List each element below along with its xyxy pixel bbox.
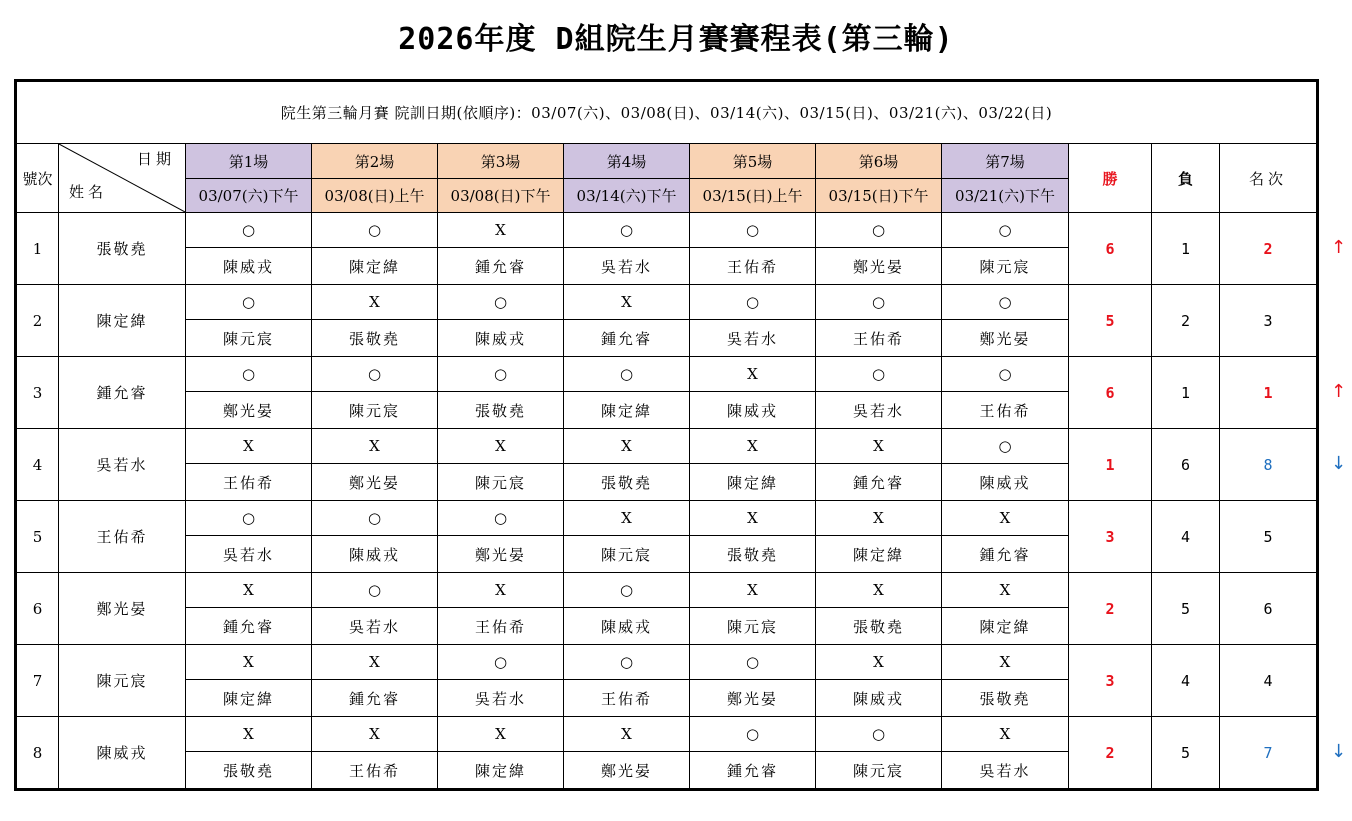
match-result: X xyxy=(564,429,690,464)
match-result: X xyxy=(438,573,564,608)
match-opponent: 鄭光晏 xyxy=(312,464,438,501)
match-opponent: 吳若水 xyxy=(312,608,438,645)
match-result: X xyxy=(690,429,816,464)
match-result: ○ xyxy=(690,645,816,680)
player-rank: 8 xyxy=(1220,429,1318,501)
match-opponent: 陳威戎 xyxy=(438,320,564,357)
player-wins: 2 xyxy=(1069,573,1152,645)
page-title: 2026年度 D組院生月賽賽程表(第三輪) xyxy=(398,22,954,57)
match-result: ○ xyxy=(942,285,1069,320)
schedule-notice: 院生第三輪月賽 院訓日期(依順序)：03/07(六)、03/08(日)、03/14(六)、03/15(日)、03/21(六)、03/22(日) xyxy=(16,81,1318,144)
match-result: ○ xyxy=(564,213,690,248)
player-rank: 5 xyxy=(1220,501,1318,573)
header-corner-cell xyxy=(59,144,186,213)
match-opponent: 陳定緯 xyxy=(186,680,312,717)
match-opponent: 陳威戎 xyxy=(816,680,942,717)
match-opponent: 鄭光晏 xyxy=(564,752,690,790)
header-game-4: 第4場 xyxy=(564,144,690,179)
player-number: 7 xyxy=(16,645,59,717)
match-opponent: 王佑希 xyxy=(186,464,312,501)
match-opponent: 張敬堯 xyxy=(942,680,1069,717)
player-row xyxy=(16,645,1318,680)
match-result: ○ xyxy=(690,717,816,752)
match-opponent: 陳定緯 xyxy=(312,248,438,285)
match-opponent: 陳元宸 xyxy=(312,392,438,429)
match-result: ○ xyxy=(942,429,1069,464)
match-opponent: 張敬堯 xyxy=(186,752,312,790)
player-losses: 4 xyxy=(1152,645,1220,717)
header-game-time-6: 03/15(日)下午 xyxy=(816,179,942,213)
header-game-7: 第7場 xyxy=(942,144,1069,179)
match-result: ○ xyxy=(690,285,816,320)
match-opponent: 吳若水 xyxy=(816,392,942,429)
match-opponent: 吳若水 xyxy=(186,536,312,573)
header-game-1: 第1場 xyxy=(186,144,312,179)
player-wins: 6 xyxy=(1069,213,1152,285)
match-opponent: 鍾允睿 xyxy=(312,680,438,717)
match-result: X xyxy=(690,501,816,536)
match-result: X xyxy=(690,357,816,392)
match-opponent: 鄭光晏 xyxy=(438,536,564,573)
player-row xyxy=(16,573,1318,608)
match-opponent: 鄭光晏 xyxy=(816,248,942,285)
header-game-5: 第5場 xyxy=(690,144,816,179)
match-result: ○ xyxy=(312,573,438,608)
player-rank: 3 xyxy=(1220,285,1318,357)
header-game-time-4: 03/14(六)下午 xyxy=(564,179,690,213)
match-result: ○ xyxy=(690,213,816,248)
player-number: 1 xyxy=(16,213,59,285)
player-losses: 5 xyxy=(1152,717,1220,790)
match-result: ○ xyxy=(186,285,312,320)
match-opponent: 王佑希 xyxy=(816,320,942,357)
player-rank: 1 xyxy=(1220,357,1318,429)
header-game-3: 第3場 xyxy=(438,144,564,179)
player-rank: 7 xyxy=(1220,717,1318,790)
match-result: X xyxy=(312,717,438,752)
match-result: ○ xyxy=(942,213,1069,248)
player-rank: 2 xyxy=(1220,213,1318,285)
match-result: X xyxy=(186,429,312,464)
match-result: X xyxy=(690,573,816,608)
match-opponent: 陳威戎 xyxy=(942,464,1069,501)
match-result: X xyxy=(312,645,438,680)
match-opponent: 王佑希 xyxy=(942,392,1069,429)
match-opponent: 鄭光晏 xyxy=(186,392,312,429)
match-result: ○ xyxy=(942,357,1069,392)
player-number: 8 xyxy=(16,717,59,790)
match-opponent: 王佑希 xyxy=(312,752,438,790)
match-opponent: 吳若水 xyxy=(438,680,564,717)
player-number: 2 xyxy=(16,285,59,357)
match-result: X xyxy=(186,717,312,752)
header-game-time-5: 03/15(日)上午 xyxy=(690,179,816,213)
player-name: 張敬堯 xyxy=(59,213,186,285)
match-opponent: 陳定緯 xyxy=(942,608,1069,645)
player-name: 王佑希 xyxy=(59,501,186,573)
player-wins: 2 xyxy=(1069,717,1152,790)
player-losses: 6 xyxy=(1152,429,1220,501)
rank-down-arrow-icon: ↓ xyxy=(1331,741,1347,762)
match-opponent: 鍾允睿 xyxy=(942,536,1069,573)
match-result: X xyxy=(312,429,438,464)
match-result: X xyxy=(564,501,690,536)
player-row xyxy=(16,285,1318,320)
match-result: ○ xyxy=(186,213,312,248)
match-opponent: 王佑希 xyxy=(564,680,690,717)
match-opponent: 張敬堯 xyxy=(564,464,690,501)
player-number: 5 xyxy=(16,501,59,573)
rank-down-arrow-icon: ↓ xyxy=(1331,452,1347,474)
rank-up-arrow-icon: ↑ xyxy=(1331,380,1347,402)
match-result: X xyxy=(186,645,312,680)
match-result: X xyxy=(816,645,942,680)
match-result: ○ xyxy=(438,501,564,536)
match-result: ○ xyxy=(312,357,438,392)
header-game-2: 第2場 xyxy=(312,144,438,179)
player-wins: 6 xyxy=(1069,357,1152,429)
header-rank: 名次 xyxy=(1220,144,1318,213)
match-result: X xyxy=(942,573,1069,608)
match-opponent: 鄭光晏 xyxy=(942,320,1069,357)
match-result: X xyxy=(816,429,942,464)
player-losses: 1 xyxy=(1152,357,1220,429)
player-wins: 1 xyxy=(1069,429,1152,501)
match-result: ○ xyxy=(186,357,312,392)
header-number: 號次 xyxy=(16,144,59,213)
player-losses: 5 xyxy=(1152,573,1220,645)
match-result: ○ xyxy=(564,645,690,680)
match-opponent: 鍾允睿 xyxy=(690,752,816,790)
player-number: 3 xyxy=(16,357,59,429)
match-opponent: 鍾允睿 xyxy=(186,608,312,645)
player-name: 陳元宸 xyxy=(59,645,186,717)
match-opponent: 陳威戎 xyxy=(690,392,816,429)
match-result: ○ xyxy=(312,213,438,248)
match-opponent: 陳定緯 xyxy=(690,464,816,501)
player-wins: 5 xyxy=(1069,285,1152,357)
player-rank: 6 xyxy=(1220,573,1318,645)
schedule-table xyxy=(14,79,1319,791)
match-opponent: 鄭光晏 xyxy=(690,680,816,717)
match-opponent: 陳元宸 xyxy=(564,536,690,573)
rank-up-arrow-icon: ↑ xyxy=(1331,236,1347,258)
match-result: ○ xyxy=(564,357,690,392)
match-result: ○ xyxy=(186,501,312,536)
match-opponent: 陳定緯 xyxy=(564,392,690,429)
match-result: X xyxy=(438,717,564,752)
player-losses: 2 xyxy=(1152,285,1220,357)
player-row xyxy=(16,717,1318,752)
match-result: ○ xyxy=(438,285,564,320)
match-opponent: 陳威戎 xyxy=(186,248,312,285)
match-opponent: 張敬堯 xyxy=(438,392,564,429)
match-result: ○ xyxy=(816,285,942,320)
match-result: X xyxy=(564,285,690,320)
match-opponent: 張敬堯 xyxy=(816,608,942,645)
match-opponent: 王佑希 xyxy=(690,248,816,285)
match-opponent: 吳若水 xyxy=(690,320,816,357)
match-opponent: 陳定緯 xyxy=(816,536,942,573)
match-result: X xyxy=(564,717,690,752)
match-opponent: 鍾允睿 xyxy=(564,320,690,357)
header-name-label: 姓名 xyxy=(69,183,108,201)
match-opponent: 陳威戎 xyxy=(564,608,690,645)
player-rank: 4 xyxy=(1220,645,1318,717)
match-opponent: 鍾允睿 xyxy=(816,464,942,501)
player-row xyxy=(16,213,1318,248)
player-losses: 1 xyxy=(1152,213,1220,285)
match-result: ○ xyxy=(816,717,942,752)
match-opponent: 張敬堯 xyxy=(690,536,816,573)
player-row xyxy=(16,357,1318,392)
match-result: ○ xyxy=(438,357,564,392)
match-result: ○ xyxy=(438,645,564,680)
match-result: X xyxy=(816,501,942,536)
match-opponent: 吳若水 xyxy=(942,752,1069,790)
match-result: ○ xyxy=(564,573,690,608)
player-wins: 3 xyxy=(1069,645,1152,717)
header-losses: 負 xyxy=(1152,144,1220,213)
player-name: 陳定緯 xyxy=(59,285,186,357)
player-row xyxy=(16,501,1318,536)
match-result: X xyxy=(186,573,312,608)
match-opponent: 王佑希 xyxy=(438,608,564,645)
match-opponent: 陳元宸 xyxy=(438,464,564,501)
player-name: 陳威戎 xyxy=(59,717,186,790)
match-opponent: 陳元宸 xyxy=(942,248,1069,285)
player-number: 4 xyxy=(16,429,59,501)
match-result: ○ xyxy=(816,213,942,248)
player-losses: 4 xyxy=(1152,501,1220,573)
match-opponent: 吳若水 xyxy=(564,248,690,285)
player-name: 鄭光晏 xyxy=(59,573,186,645)
header-game-time-2: 03/08(日)上午 xyxy=(312,179,438,213)
player-number: 6 xyxy=(16,573,59,645)
header-game-6: 第6場 xyxy=(816,144,942,179)
match-result: X xyxy=(312,285,438,320)
header-game-time-7: 03/21(六)下午 xyxy=(942,179,1069,213)
match-result: X xyxy=(942,645,1069,680)
match-result: X xyxy=(816,573,942,608)
player-row xyxy=(16,429,1318,464)
match-opponent: 陳元宸 xyxy=(690,608,816,645)
header-game-time-3: 03/08(日)下午 xyxy=(438,179,564,213)
match-result: ○ xyxy=(816,357,942,392)
match-result: X xyxy=(438,213,564,248)
player-name: 吳若水 xyxy=(59,429,186,501)
match-result: X xyxy=(942,501,1069,536)
match-opponent: 張敬堯 xyxy=(312,320,438,357)
match-result: X xyxy=(942,717,1069,752)
match-opponent: 陳定緯 xyxy=(438,752,564,790)
match-opponent: 陳威戎 xyxy=(312,536,438,573)
header-wins: 勝 xyxy=(1069,144,1152,213)
match-opponent: 鍾允睿 xyxy=(438,248,564,285)
match-result: X xyxy=(438,429,564,464)
match-result: ○ xyxy=(312,501,438,536)
header-game-time-1: 03/07(六)下午 xyxy=(186,179,312,213)
player-name: 鍾允睿 xyxy=(59,357,186,429)
match-opponent: 陳元宸 xyxy=(816,752,942,790)
header-date-label: 日期 xyxy=(136,150,175,168)
player-wins: 3 xyxy=(1069,501,1152,573)
match-opponent: 陳元宸 xyxy=(186,320,312,357)
